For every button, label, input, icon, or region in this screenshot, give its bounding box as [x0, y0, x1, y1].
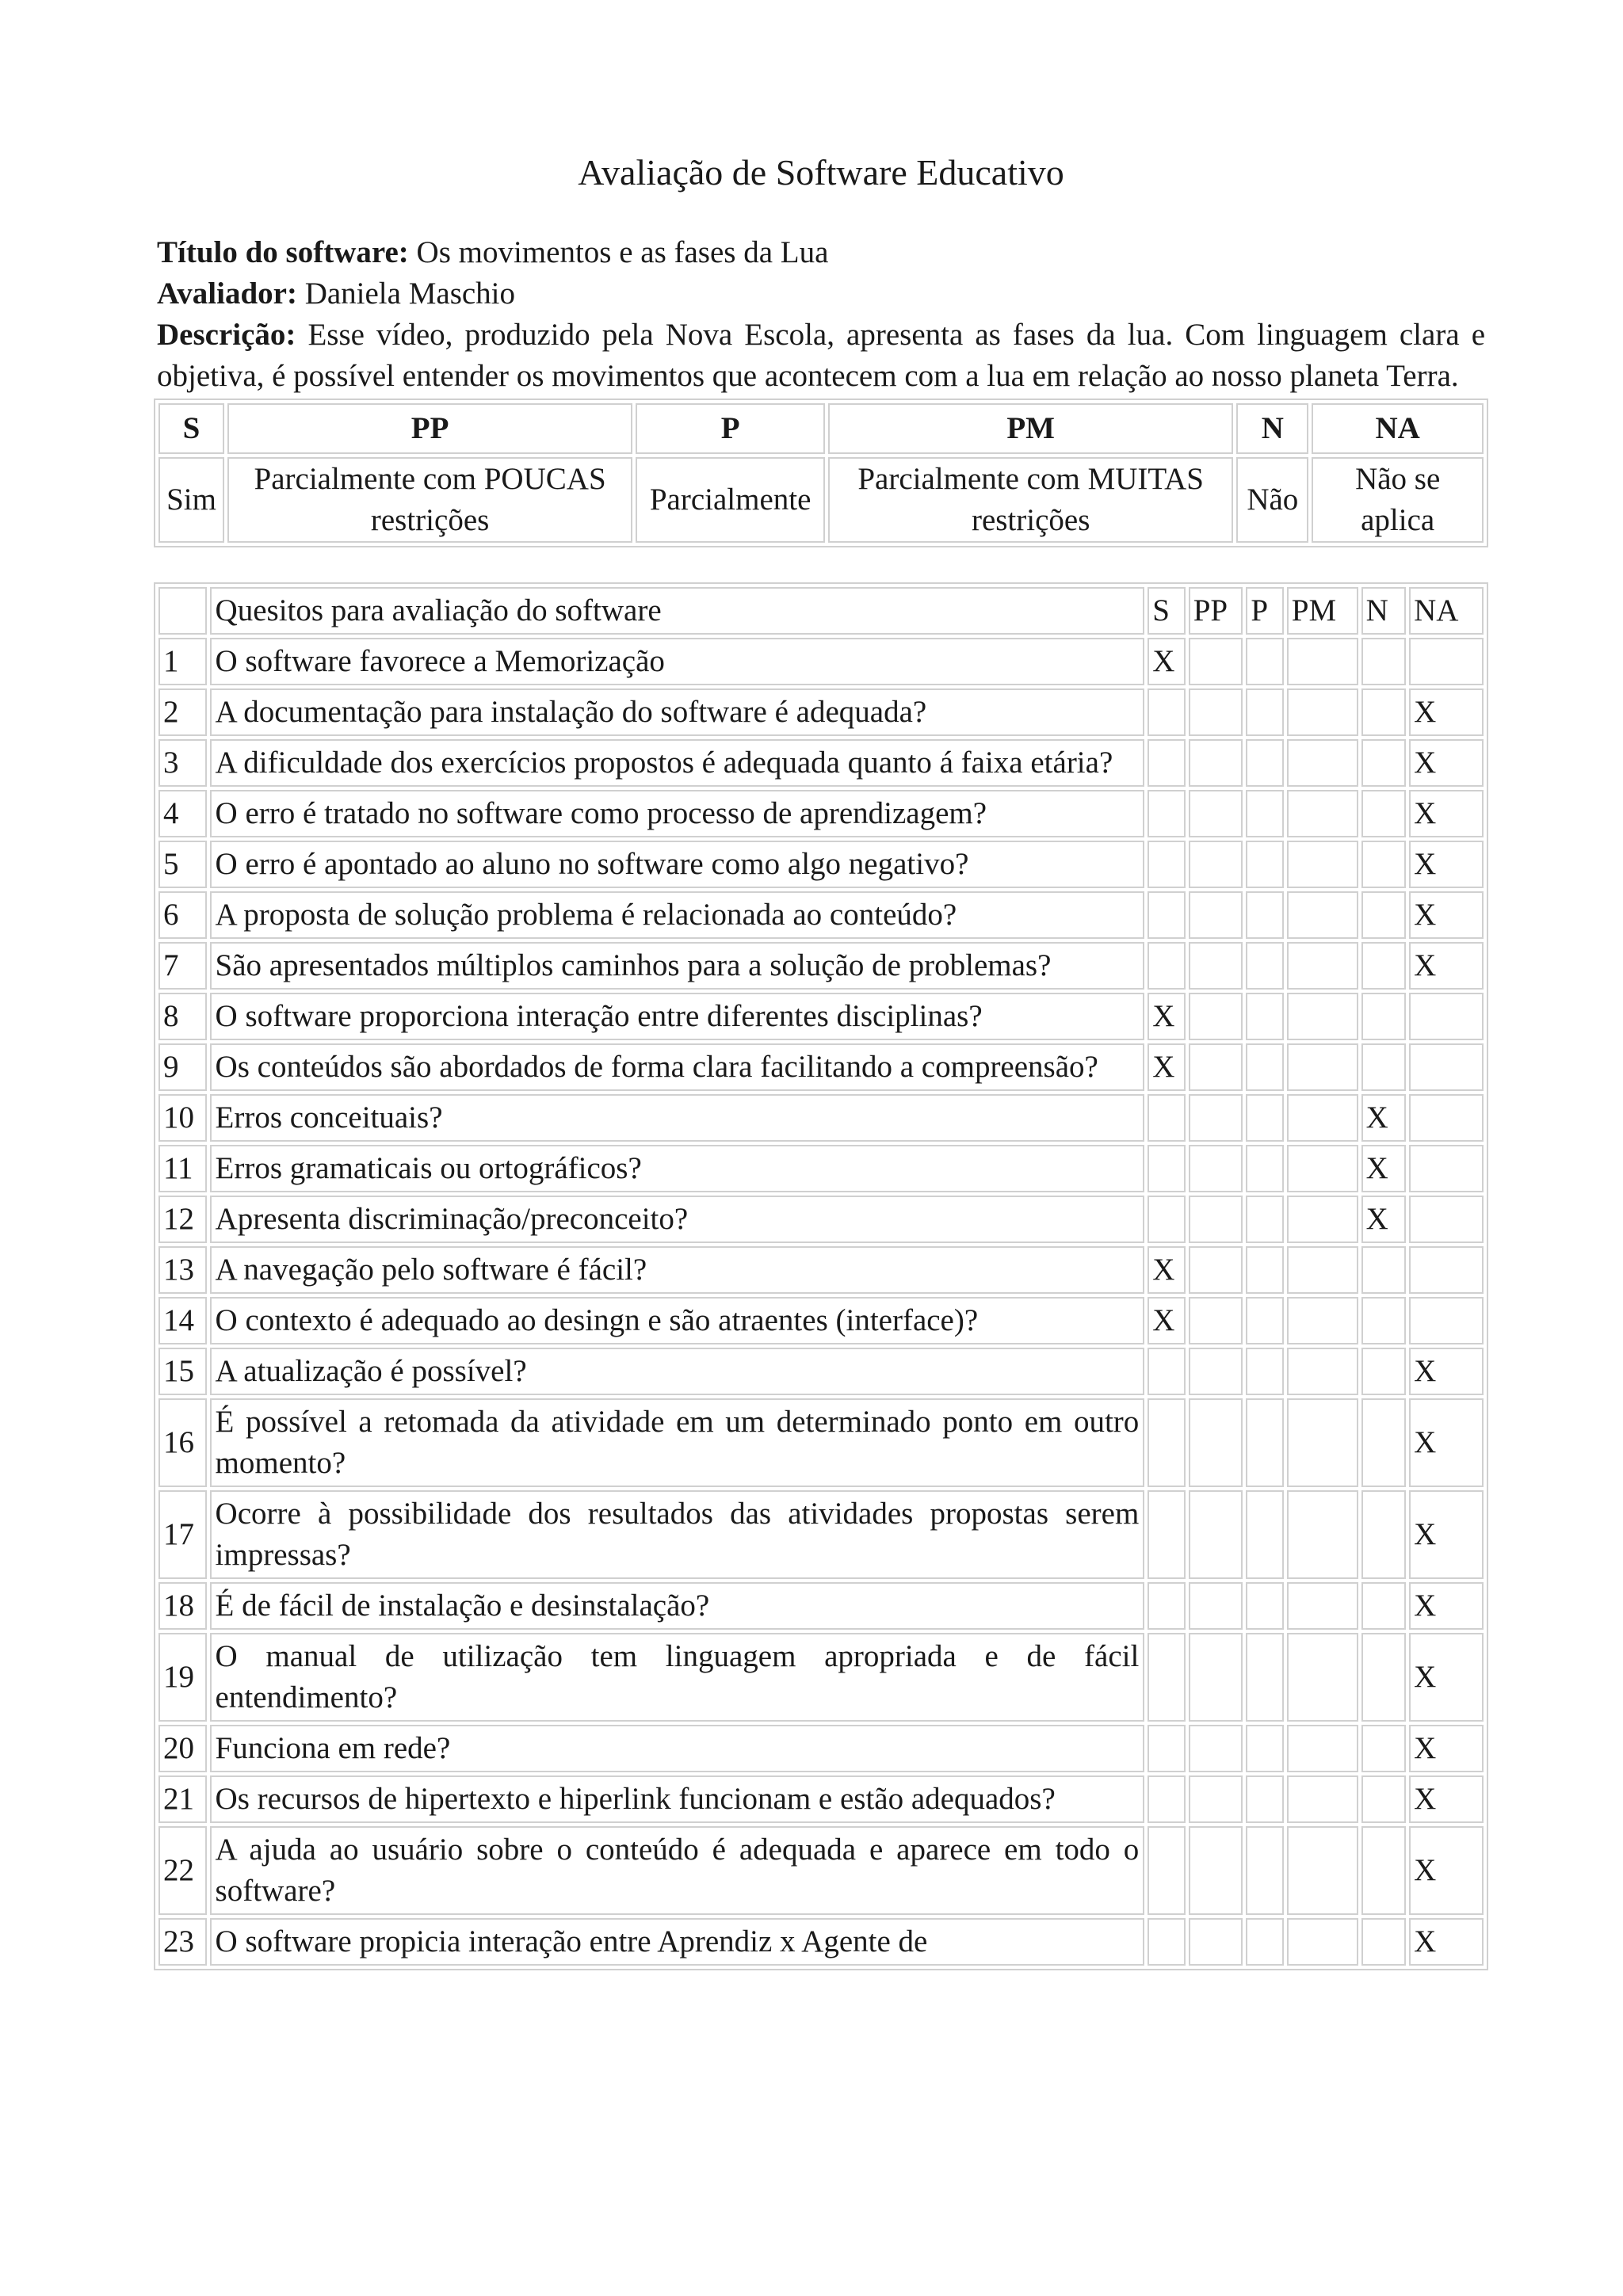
row-mark-s [1148, 688, 1185, 736]
row-mark-p [1246, 739, 1283, 787]
table-row [158, 1826, 1484, 1915]
row-question: São apresentados múltiplos caminhos para a solução de problemas? [210, 942, 1145, 990]
table-row [158, 841, 1484, 888]
header-col-s: S [1148, 587, 1185, 635]
row-mark-s [1148, 942, 1185, 990]
row-number: 8 [158, 993, 207, 1040]
row-mark-na [1409, 1246, 1484, 1294]
row-mark-n [1361, 1297, 1407, 1344]
row-number: 9 [158, 1043, 207, 1091]
row-mark-n [1361, 942, 1407, 990]
row-mark-p [1246, 1918, 1283, 1966]
row-mark-n [1361, 1490, 1407, 1579]
row-mark-n [1361, 993, 1407, 1040]
row-mark-na [1409, 638, 1484, 685]
row-number: 7 [158, 942, 207, 990]
legend-code: PM [828, 403, 1233, 454]
legend-code: S [158, 403, 224, 454]
row-question: É de fácil de instalação e desinstalação? [210, 1582, 1145, 1630]
criteria-table [154, 582, 1488, 1970]
row-mark-na: X [1409, 841, 1484, 888]
row-question: O software propicia interação entre Aprendiz x Agente de [210, 1918, 1145, 1966]
row-question: É possível a retomada da atividade em um determinado ponto em outro momento? [210, 1398, 1145, 1487]
row-mark-n [1361, 1582, 1407, 1630]
row-mark-p [1246, 1582, 1283, 1630]
row-question: A dificuldade dos exercícios propostos é adequada quanto á faixa etária? [210, 739, 1145, 787]
row-question: O contexto é adequado ao desingn e são atraentes (interface)? [210, 1297, 1145, 1344]
row-mark-n [1361, 1043, 1407, 1091]
legend-meanings-row [158, 457, 1484, 543]
row-mark-s [1148, 841, 1185, 888]
row-number: 19 [158, 1633, 207, 1722]
row-number: 22 [158, 1826, 207, 1915]
description-value: Esse vídeo, produzido pela Nova Escola, apresenta as fases da lua. Com linguagem clara e objetiva, é possível entender os movimentos que acontecem com a lua em relação ao nosso planeta Terra. [157, 318, 1486, 394]
row-mark-p [1246, 1043, 1283, 1091]
row-number: 2 [158, 688, 207, 736]
row-mark-s: X [1148, 993, 1185, 1040]
row-mark-s [1148, 1490, 1185, 1579]
row-mark-pp [1189, 1725, 1243, 1772]
row-mark-pp [1189, 1775, 1243, 1823]
row-mark-n [1361, 1918, 1407, 1966]
row-mark-pp [1189, 790, 1243, 837]
row-mark-p [1246, 1145, 1283, 1192]
row-number: 17 [158, 1490, 207, 1579]
software-title-line [157, 232, 1485, 273]
row-mark-pm [1287, 1246, 1358, 1294]
row-mark-s [1148, 1725, 1185, 1772]
row-number: 13 [158, 1246, 207, 1294]
legend-codes-row [158, 403, 1484, 454]
row-mark-pm [1287, 942, 1358, 990]
row-mark-n [1361, 1633, 1407, 1722]
row-mark-pp [1189, 638, 1243, 685]
row-mark-pm [1287, 1398, 1358, 1487]
row-mark-s: X [1148, 1043, 1185, 1091]
evaluator-label: Avaliador: [157, 277, 297, 311]
row-mark-pp [1189, 993, 1243, 1040]
row-mark-pp [1189, 1918, 1243, 1966]
row-mark-pm [1287, 1826, 1358, 1915]
row-question: Funciona em rede? [210, 1725, 1145, 1772]
row-mark-pp [1189, 1094, 1243, 1142]
row-number: 14 [158, 1297, 207, 1344]
row-question: O software proporciona interação entre diferentes disciplinas? [210, 993, 1145, 1040]
row-mark-n [1361, 1348, 1407, 1395]
document-title: Avaliação de Software Educativo [578, 152, 1064, 193]
row-mark-pm [1287, 1918, 1358, 1966]
evaluator-line [157, 273, 1485, 315]
criteria-header-row [158, 587, 1484, 635]
table-row [158, 993, 1484, 1040]
row-mark-pm [1287, 1196, 1358, 1243]
row-number: 15 [158, 1348, 207, 1395]
row-mark-p [1246, 1398, 1283, 1487]
row-mark-pp [1189, 1826, 1243, 1915]
row-number: 3 [158, 739, 207, 787]
row-mark-pp [1189, 1297, 1243, 1344]
row-mark-na: X [1409, 1398, 1484, 1487]
table-row [158, 790, 1484, 837]
row-mark-s [1148, 891, 1185, 939]
row-mark-pm [1287, 841, 1358, 888]
header-number-cell [158, 587, 207, 635]
row-number: 23 [158, 1918, 207, 1966]
row-mark-pm [1287, 688, 1358, 736]
row-question: A navegação pelo software é fácil? [210, 1246, 1145, 1294]
header-col-n: N [1361, 587, 1407, 635]
row-question: A atualização é possível? [210, 1348, 1145, 1395]
row-mark-pm [1287, 1775, 1358, 1823]
row-mark-pp [1189, 1582, 1243, 1630]
row-number: 12 [158, 1196, 207, 1243]
table-row [158, 1633, 1484, 1722]
row-mark-pp [1189, 891, 1243, 939]
row-mark-n: X [1361, 1145, 1407, 1192]
table-row [158, 1196, 1484, 1243]
table-row [158, 688, 1484, 736]
row-mark-s: X [1148, 1297, 1185, 1344]
legend-table [154, 399, 1488, 547]
evaluator-value: Daniela Maschio [304, 277, 516, 311]
row-mark-na: X [1409, 1918, 1484, 1966]
row-mark-pp [1189, 942, 1243, 990]
row-question: O erro é apontado ao aluno no software como algo negativo? [210, 841, 1145, 888]
row-question: A proposta de solução problema é relacionada ao conteúdo? [210, 891, 1145, 939]
legend-code: N [1236, 403, 1308, 454]
header-question-cell: Quesitos para avaliação do software [210, 587, 1145, 635]
row-mark-p [1246, 1775, 1283, 1823]
row-mark-na: X [1409, 1775, 1484, 1823]
row-question: O software favorece a Memorização [210, 638, 1145, 685]
row-mark-s [1148, 1398, 1185, 1487]
table-row [158, 739, 1484, 787]
header-col-pp: PP [1189, 587, 1243, 635]
row-mark-s [1148, 1775, 1185, 1823]
header-col-na: NA [1409, 587, 1484, 635]
row-mark-p [1246, 638, 1283, 685]
row-mark-p [1246, 841, 1283, 888]
row-mark-s [1148, 1633, 1185, 1722]
row-mark-n [1361, 1246, 1407, 1294]
row-mark-pm [1287, 1725, 1358, 1772]
table-row [158, 1094, 1484, 1142]
row-mark-na: X [1409, 942, 1484, 990]
row-question: O erro é tratado no software como processo de aprendizagem? [210, 790, 1145, 837]
row-mark-na: X [1409, 1490, 1484, 1579]
row-mark-na: X [1409, 1348, 1484, 1395]
software-title-label: Título do software: [157, 235, 409, 270]
row-mark-pp [1189, 1246, 1243, 1294]
row-question: A documentação para instalação do software é adequada? [210, 688, 1145, 736]
row-mark-pp [1189, 841, 1243, 888]
document-page [157, 151, 1485, 1970]
row-mark-pp [1189, 688, 1243, 736]
row-mark-n [1361, 1398, 1407, 1487]
row-mark-n: X [1361, 1094, 1407, 1142]
table-row [158, 1775, 1484, 1823]
legend-meaning: Não [1236, 457, 1308, 543]
row-question: Os conteúdos são abordados de forma clara facilitando a compreensão? [210, 1043, 1145, 1091]
legend-meaning: Parcialmente [636, 457, 825, 543]
legend-code: NA [1312, 403, 1484, 454]
table-row [158, 1490, 1484, 1579]
row-mark-s: X [1148, 1246, 1185, 1294]
row-mark-s [1148, 1918, 1185, 1966]
row-mark-pp [1189, 739, 1243, 787]
row-mark-s [1148, 739, 1185, 787]
row-mark-p [1246, 1348, 1283, 1395]
row-mark-n [1361, 638, 1407, 685]
row-mark-na [1409, 1196, 1484, 1243]
row-mark-p [1246, 1094, 1283, 1142]
row-mark-na [1409, 1043, 1484, 1091]
table-row [158, 942, 1484, 990]
row-mark-p [1246, 1196, 1283, 1243]
row-mark-p [1246, 1297, 1283, 1344]
row-mark-s [1148, 1348, 1185, 1395]
row-mark-n [1361, 688, 1407, 736]
legend-meaning: Parcialmente com POUCAS restrições [227, 457, 632, 543]
row-mark-pp [1189, 1196, 1243, 1243]
table-row [158, 1043, 1484, 1091]
row-mark-p [1246, 1826, 1283, 1915]
row-mark-na: X [1409, 790, 1484, 837]
legend-meaning: Parcialmente com MUITAS restrições [828, 457, 1233, 543]
description-label: Descrição: [157, 318, 296, 353]
legend-code: P [636, 403, 825, 454]
row-mark-n [1361, 739, 1407, 787]
table-row [158, 1398, 1484, 1487]
row-mark-s [1148, 1582, 1185, 1630]
row-mark-pm [1287, 739, 1358, 787]
row-mark-pp [1189, 1043, 1243, 1091]
row-number: 11 [158, 1145, 207, 1192]
row-mark-pm [1287, 891, 1358, 939]
row-mark-na [1409, 1145, 1484, 1192]
table-row [158, 1145, 1484, 1192]
row-mark-pp [1189, 1348, 1243, 1395]
row-mark-p [1246, 790, 1283, 837]
row-mark-s: X [1148, 638, 1185, 685]
row-mark-pm [1287, 1094, 1358, 1142]
table-row [158, 1582, 1484, 1630]
row-mark-pm [1287, 1490, 1358, 1579]
table-row [158, 1297, 1484, 1344]
row-number: 4 [158, 790, 207, 837]
row-mark-p [1246, 942, 1283, 990]
row-mark-s [1148, 1145, 1185, 1192]
row-mark-p [1246, 1490, 1283, 1579]
row-mark-n: X [1361, 1196, 1407, 1243]
row-number: 21 [158, 1775, 207, 1823]
row-mark-pm [1287, 1043, 1358, 1091]
header-col-p: P [1246, 587, 1283, 635]
row-mark-na [1409, 1094, 1484, 1142]
row-mark-pp [1189, 1145, 1243, 1192]
legend-meaning: Sim [158, 457, 224, 543]
row-mark-na [1409, 993, 1484, 1040]
row-mark-na: X [1409, 1633, 1484, 1722]
row-mark-p [1246, 993, 1283, 1040]
row-mark-p [1246, 1633, 1283, 1722]
row-mark-pm [1287, 1297, 1358, 1344]
row-number: 1 [158, 638, 207, 685]
table-row [158, 1725, 1484, 1772]
row-mark-pm [1287, 1348, 1358, 1395]
description-line [157, 315, 1485, 397]
row-mark-p [1246, 1246, 1283, 1294]
row-question: Erros gramaticais ou ortográficos? [210, 1145, 1145, 1192]
row-mark-pp [1189, 1398, 1243, 1487]
table-row [158, 1918, 1484, 1966]
row-mark-pm [1287, 638, 1358, 685]
header-col-pm: PM [1287, 587, 1358, 635]
row-question: Apresenta discriminação/preconceito? [210, 1196, 1145, 1243]
row-mark-s [1148, 1826, 1185, 1915]
row-mark-n [1361, 790, 1407, 837]
row-mark-na: X [1409, 1826, 1484, 1915]
row-mark-n [1361, 891, 1407, 939]
row-mark-n [1361, 1775, 1407, 1823]
row-mark-pp [1189, 1490, 1243, 1579]
row-mark-na [1409, 1297, 1484, 1344]
row-mark-pm [1287, 1582, 1358, 1630]
row-mark-s [1148, 1094, 1185, 1142]
legend-code: PP [227, 403, 632, 454]
row-mark-p [1246, 891, 1283, 939]
row-question: Ocorre à possibilidade dos resultados das atividades propostas serem impressas? [210, 1490, 1145, 1579]
row-mark-pm [1287, 790, 1358, 837]
row-mark-pm [1287, 993, 1358, 1040]
row-number: 18 [158, 1582, 207, 1630]
row-mark-na: X [1409, 739, 1484, 787]
row-mark-n [1361, 1725, 1407, 1772]
row-mark-s [1148, 790, 1185, 837]
row-mark-pm [1287, 1145, 1358, 1192]
row-question: A ajuda ao usuário sobre o conteúdo é adequada e aparece em todo o software? [210, 1826, 1145, 1915]
row-mark-na: X [1409, 1582, 1484, 1630]
row-question: Os recursos de hipertexto e hiperlink funcionam e estão adequados? [210, 1775, 1145, 1823]
row-number: 6 [158, 891, 207, 939]
table-row [158, 891, 1484, 939]
row-mark-na: X [1409, 891, 1484, 939]
row-mark-s [1148, 1196, 1185, 1243]
row-question: Erros conceituais? [210, 1094, 1145, 1142]
table-row [158, 1348, 1484, 1395]
row-mark-p [1246, 688, 1283, 736]
row-mark-pm [1287, 1633, 1358, 1722]
row-number: 16 [158, 1398, 207, 1487]
row-number: 20 [158, 1725, 207, 1772]
row-mark-p [1246, 1725, 1283, 1772]
row-mark-n [1361, 841, 1407, 888]
row-number: 10 [158, 1094, 207, 1142]
legend-meaning: Não se aplica [1312, 457, 1484, 543]
row-mark-na: X [1409, 1725, 1484, 1772]
table-row [158, 1246, 1484, 1294]
row-mark-n [1361, 1826, 1407, 1915]
table-row [158, 638, 1484, 685]
row-mark-pp [1189, 1633, 1243, 1722]
row-mark-na: X [1409, 688, 1484, 736]
software-title-value: Os movimentos e as fases da Lua [416, 235, 829, 270]
row-question: O manual de utilização tem linguagem apropriada e de fácil entendimento? [210, 1633, 1145, 1722]
row-number: 5 [158, 841, 207, 888]
